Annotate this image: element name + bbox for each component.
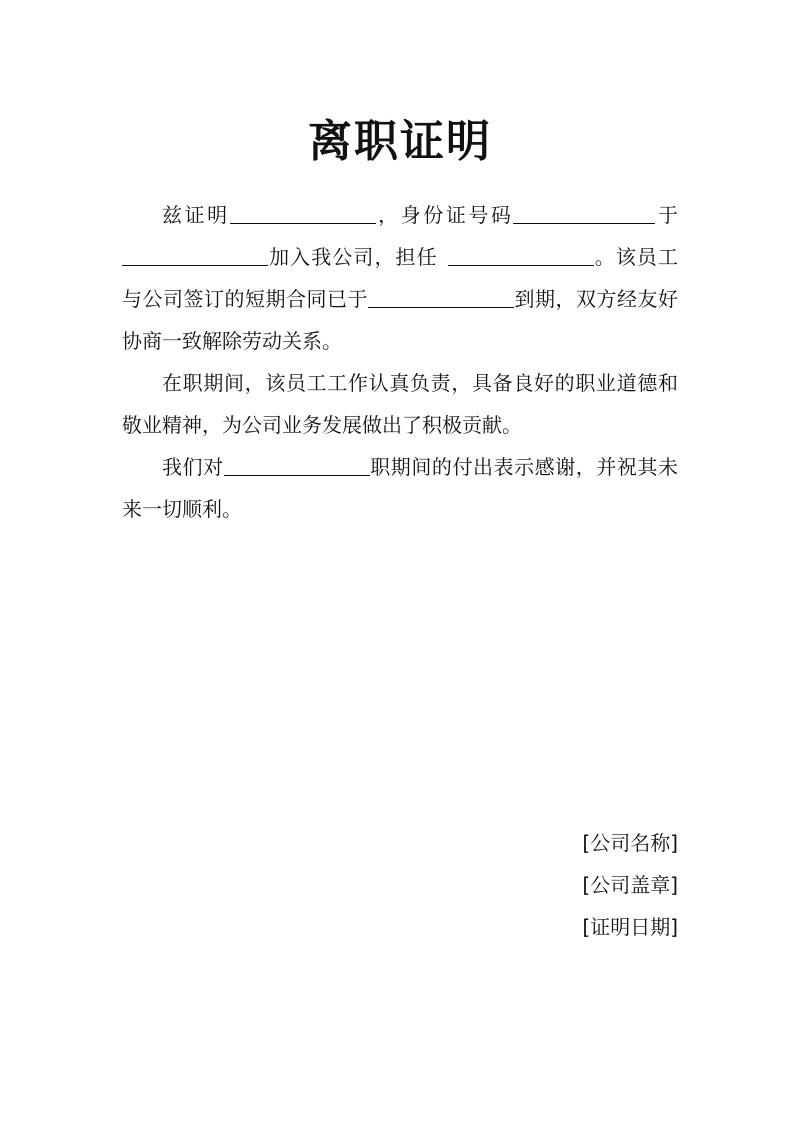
text-segment: 职期间的付出表示感谢，并祝其未来一切顺利。 — [122, 455, 679, 521]
position-blank — [448, 243, 594, 266]
signature-block — [582, 822, 678, 948]
document-body — [122, 194, 678, 530]
paragraph-thanks — [122, 446, 678, 530]
employee-name-blank-2 — [224, 453, 370, 476]
text-segment: 到期，双方经友好协商一致解除劳动关系。 — [122, 287, 678, 353]
text-segment: 我们对 — [162, 455, 224, 479]
join-date-blank — [122, 243, 268, 266]
text-segment: 加入我公司，担任 — [268, 245, 438, 269]
company-seal-placeholder: [公司盖章] — [582, 873, 678, 897]
text-segment: 于 — [655, 203, 679, 227]
expiry-date-blank — [368, 285, 514, 308]
certificate-date-placeholder: [证明日期] — [582, 915, 678, 939]
text-segment: 兹证明 — [162, 203, 230, 227]
text-segment: 。该员工与公司签订的短期合同已于 — [122, 245, 679, 311]
paragraph-employment — [122, 194, 678, 362]
document-title: 离职证明 — [308, 116, 492, 167]
company-name-placeholder: [公司名称] — [582, 831, 678, 855]
paragraph-performance: 在职期间，该员工工作认真负责，具备良好的职业道德和敬业精神，为公司业务发展做出了积极贡献。 — [122, 371, 678, 437]
employee-name-blank — [230, 201, 376, 224]
text-segment: ，身份证号码 — [375, 203, 514, 227]
id-number-blank — [513, 201, 655, 224]
